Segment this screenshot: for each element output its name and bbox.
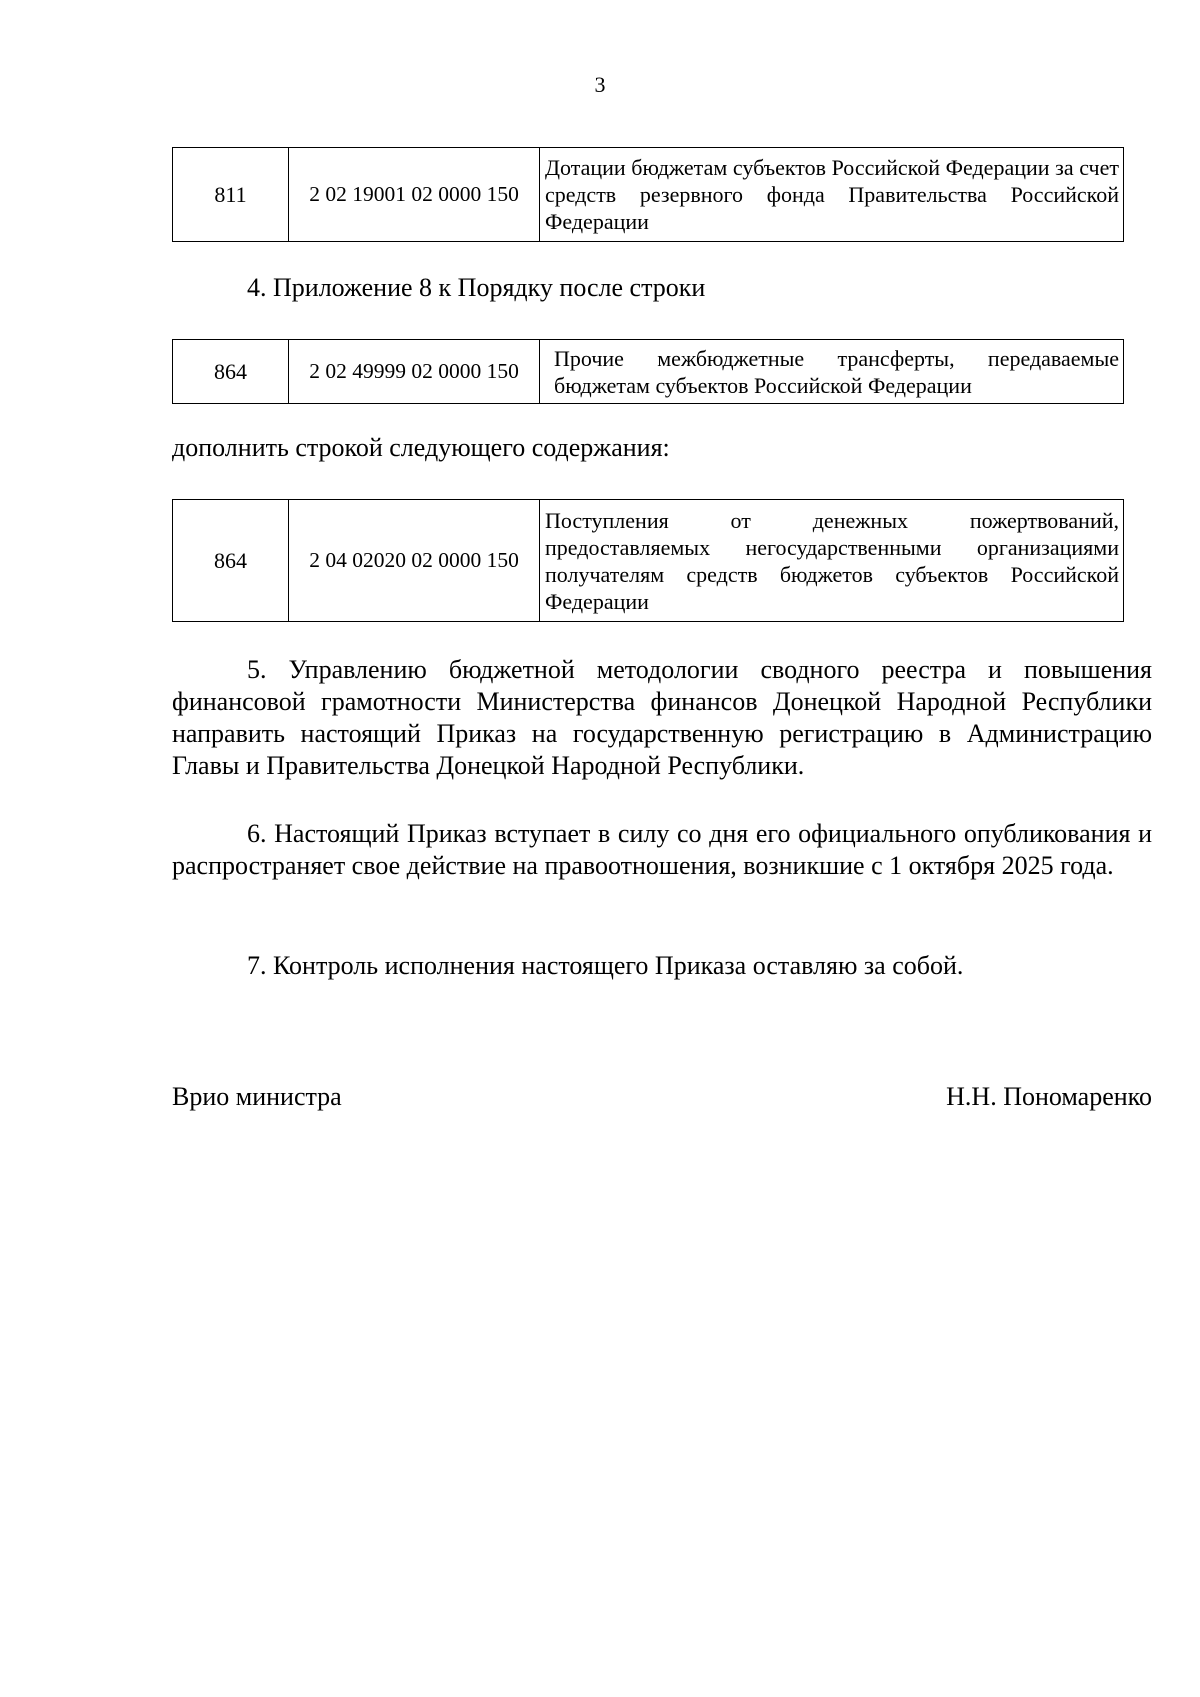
budget-code-cell: 2 02 49999 02 0000 150 xyxy=(289,340,540,404)
item-5-paragraph: 5. Управлению бюджетной методологии сводного реестра и повышения финансовой грамотности Министерства финансов Донецкой Народной Республики направить настоящий Приказ на государственную регистрацию в Администрацию Главы и Правительства Донецкой Народной Республики. xyxy=(172,655,1152,780)
table-row xyxy=(173,500,1124,622)
description-cell: Прочие межбюджетные трансферты, передаваемые бюджетам субъектов Российской Федерации xyxy=(540,340,1124,404)
signatory-position: Врио министра xyxy=(172,1082,342,1111)
budget-code-table-3 xyxy=(172,499,1124,622)
description-cell: Дотации бюджетам субъектов Российской Федерации за счет средств резервного фонда Правительства Российской Федерации xyxy=(540,148,1124,242)
budget-code-table-2 xyxy=(172,339,1124,404)
budget-code-table-1 xyxy=(172,147,1124,242)
item-4-paragraph: 4. Приложение 8 к Порядку после строки xyxy=(247,273,706,302)
admin-code-cell: 864 xyxy=(173,340,289,404)
admin-code-cell: 811 xyxy=(173,148,289,242)
budget-code-cell: 2 02 19001 02 0000 150 xyxy=(289,148,540,242)
signatory-name: Н.Н. Пономаренко xyxy=(946,1082,1152,1111)
page-number: 3 xyxy=(594,72,606,97)
continuation-paragraph: дополнить строкой следующего содержания: xyxy=(172,433,670,462)
description-cell: Поступления от денежных пожертвований, предоставляемых негосударственными организациями получателям средств бюджетов субъектов Российской Федерации xyxy=(540,500,1124,622)
admin-code-cell: 864 xyxy=(173,500,289,622)
table-row xyxy=(173,148,1124,242)
item-7-paragraph: 7. Контроль исполнения настоящего Приказа оставляю за собой. xyxy=(247,951,964,980)
item-6-paragraph: 6. Настоящий Приказ вступает в силу со дня его официального опубликования и распространяет свое действие на правоотношения, возникшие с 1 октября 2025 года. xyxy=(172,819,1152,880)
signature-block xyxy=(172,1081,1152,1113)
table-row xyxy=(173,340,1124,404)
budget-code-cell: 2 04 02020 02 0000 150 xyxy=(289,500,540,622)
